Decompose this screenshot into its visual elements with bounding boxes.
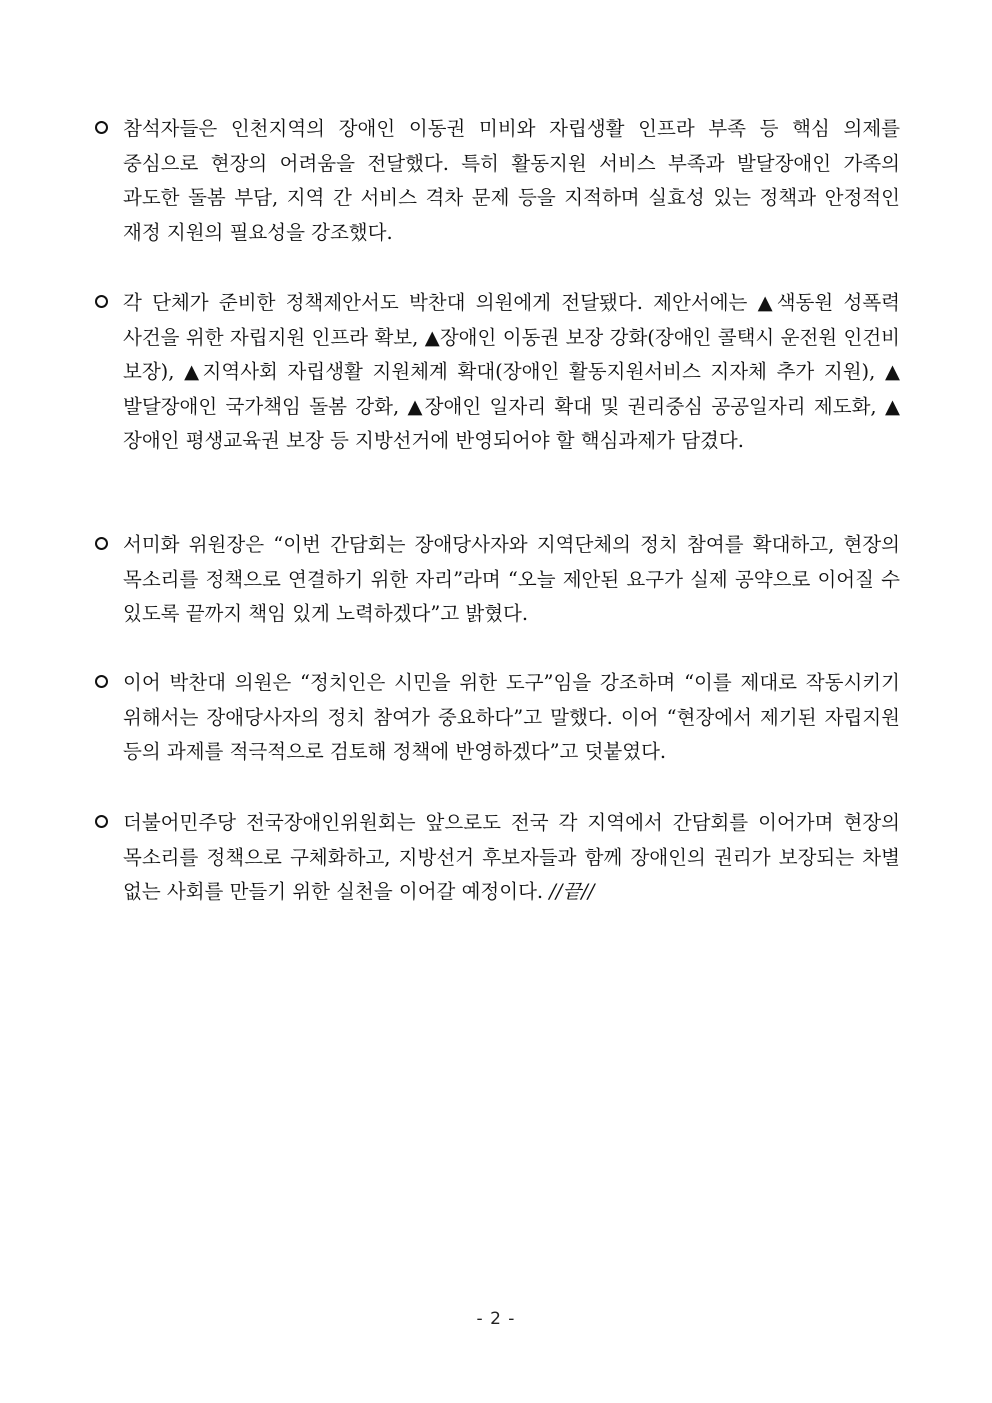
circle-bullet-icon [95,815,108,828]
paragraph-5 [95,806,900,910]
circle-bullet-icon [95,295,108,308]
paragraph-text-wrapper [123,806,900,910]
circle-bullet-icon [95,121,108,134]
paragraph-1 [95,112,900,250]
paragraph-text: 참석자들은 인천지역의 장애인 이동권 미비와 자립생활 인프라 부족 등 핵심 의제를 중심으로 현장의 어려움을 전달했다. 특히 활동지원 서비스 부족과 발달장애인 가족의 과도한 돌봄 부담, 지역 간 서비스 격차 문제 등을 지적하며 실효성 있는 정책과 안정적인 재정 지원의 필요성을 강조했다. [123,117,900,244]
page-number: - 2 - [476,1309,516,1329]
paragraph-2 [95,286,900,459]
paragraph-text: 이어 박찬대 의원은 “정치인은 시민을 위한 도구”임을 강조하며 “이를 제대로 작동시키기 위해서는 장애당사자의 정치 참여가 중요하다”고 말했다. 이어 “현장에서 제기된 자립지원 등의 과제를 적극적으로 검토해 정책에 반영하겠다”고 덧붙였다. [123,671,900,763]
circle-bullet-icon [95,675,108,688]
paragraph-3 [95,528,900,632]
circle-bullet-icon [95,537,108,550]
end-mark: //끝// [549,880,595,903]
paragraph-text: 각 단체가 준비한 정책제안서도 박찬대 의원에게 전달됐다. 제안서에는 ▲색동원 성폭력 사건을 위한 자립지원 인프라 확보, ▲장애인 이동권 보장 강화(장애인 콜택시 운전원 인건비 보장), ▲지역사회 자립생활 지원체계 확대(장애인 활동지원서비스 지자체 추가 지원), ▲발달장애인 국가책임 돌봄 강화, ▲장애인 일자리 확대 및 권리중심 공공일자리 제도화, ▲장애인 평생교육권 보장 등 지방선거에 반영되어야 할 핵심과제가 담겼다. [123,291,900,452]
paragraph-4 [95,666,900,770]
paragraph-text: 더불어민주당 전국장애인위원회는 앞으로도 전국 각 지역에서 간담회를 이어가며 현장의 목소리를 정책으로 구체화하고, 지방선거 후보자들과 함께 장애인의 권리가 보장되는 차별 없는 사회를 만들기 위한 실천을 이어갈 예정이다. [123,811,900,903]
paragraph-text: 서미화 위원장은 “이번 간담회는 장애당사자와 지역단체의 정치 참여를 확대하고, 현장의 목소리를 정책으로 연결하기 위한 자리”라며 “오늘 제안된 요구가 실제 공약으로 이어질 수 있도록 끝까지 책임 있게 노력하겠다”고 밝혔다. [123,533,900,625]
